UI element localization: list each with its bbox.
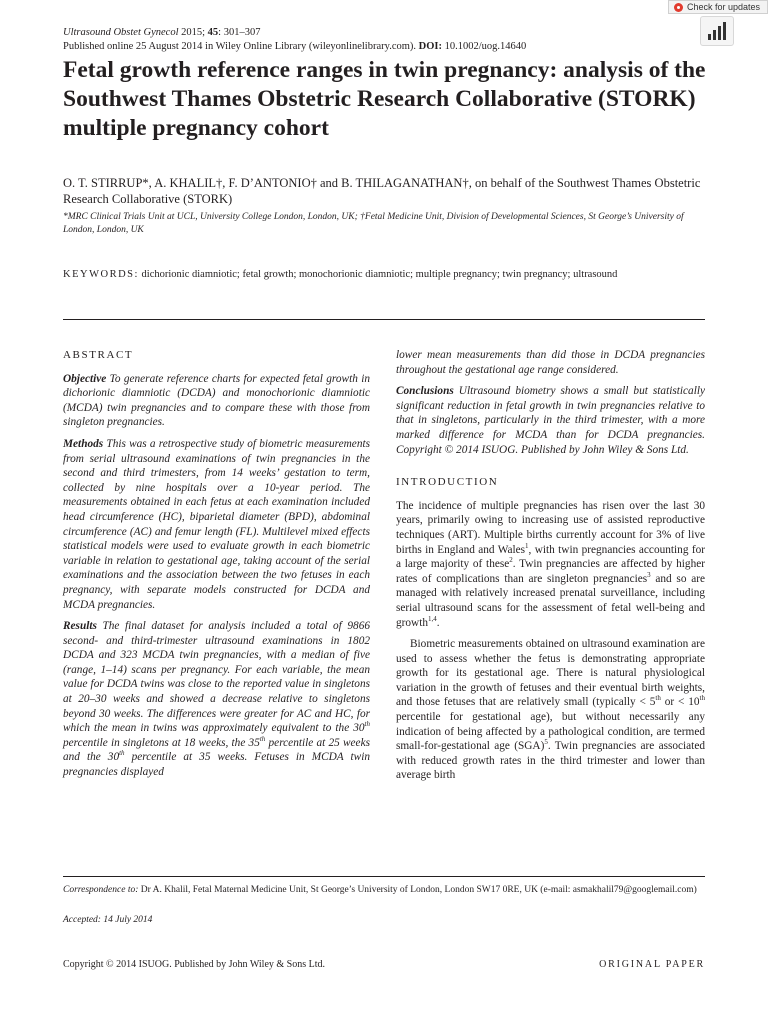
abstract-objective: Objective To generate reference charts for expected fetal growth in dichorionic diamniotic (DCDA) and monochorionic diamniotic (MCDA) twin pregnancies and to compare these with those from singleton pregnancies. bbox=[63, 372, 370, 429]
abstract-methods: Methods This was a retrospective study of biometric measurements from serial ultrasound examinations of twin pregnancies in the second and third trimesters, from 14 weeks’ gestation to term, collected by nine hospitals over a 10-year period. The measurements obtained in each fetus at each examination included head circumference (HC), biparietal diameter (BPD), abdominal circumference (AC) and femur length (FL). Multilevel mixed effects statistical models were used to evaluate growth in each biometric variable in relation to gestational age, taking account of the serial examinations and the association between the two fetuses in each pregnancy, with separate models constructed for DCDA and MCDA pregnancies. bbox=[63, 437, 370, 611]
abstract-heading: ABSTRACT bbox=[63, 349, 134, 361]
doi-link[interactable]: 10.1002/uog.14640 bbox=[442, 41, 527, 52]
abstract-column bbox=[63, 348, 370, 787]
correspondence bbox=[63, 884, 705, 897]
check-for-updates-widget[interactable] bbox=[668, 0, 768, 48]
keywords bbox=[63, 268, 705, 282]
doi-label: DOI: bbox=[418, 41, 442, 52]
citation-ref[interactable]: 3 bbox=[647, 570, 651, 579]
keywords-label: KEYWORDS: bbox=[63, 269, 139, 280]
introduction-heading: INTRODUCTION bbox=[396, 476, 499, 489]
article-type: ORIGINAL PAPER bbox=[599, 959, 705, 970]
citation-line: Ultrasound Obstet Gynecol 2015; 45: 301–307 bbox=[63, 27, 261, 38]
citation-ref[interactable]: 5 bbox=[544, 738, 548, 747]
check-for-updates-label: Check for updates bbox=[687, 2, 761, 12]
copyright-notice: Copyright © 2014 ISUOG. Published by John Wiley & Sons Ltd. bbox=[63, 959, 326, 970]
introduction-paragraph-2: Biometric measurements obtained on ultrasound examination are used to assess whether the fetus is demonstrating appropriate growth for its gestational age. There is natural physiological variation in the growth of fetuses and their eventual birth weights, and those fetuses that are relatively small (typically < 5th or < 10th percentile for gestational age), but without necessarily any indication of being affected by a pathological condition, are termed small-for-gestational age (SGA)$^5$. Twin pregnancies are associated with reduced growth rates in the third trimester and lower than average birth bbox=[396, 638, 705, 782]
citation-ref[interactable]: 2 bbox=[509, 556, 513, 565]
article-title: Fetal growth reference ranges in twin pregnancy: analysis of the Southwest Thames Obstetric Research Collaborative (STORK) multiple pregnancy cohort bbox=[63, 57, 706, 141]
check-for-updates-button[interactable] bbox=[668, 0, 768, 14]
journal-header bbox=[63, 26, 526, 54]
keywords-text: dichorionic diamniotic; fetal growth; monochorionic diamniotic; multiple pregnancy; twin pregnancy; ultrasound bbox=[138, 269, 618, 280]
journal-name: Ultrasound Obstet Gynecol bbox=[63, 27, 179, 38]
footer-divider bbox=[63, 876, 705, 877]
right-column bbox=[396, 348, 705, 790]
abstract-results: Results The final dataset for analysis included a total of 9866 second- and third-trimester ultrasound examinations in 1802 DCDA and 323 MCDA twin pregnancies, with a median of five (range, 1–14) scans per pregnancy. For each variable, the mean value for DCDA twins was close to the reported value in singletons at 20–30 weeks and showed a decrease relative to singletons beyond 30 weeks. The differences were greater for AC and HC, for which the mean in twins was approximately equivalent to the 30th percentile in singletons at 18 weeks, the 35th percentile at 25 weeks and the 30th percentile at 35 weeks. Fetuses in MCDA twin pregnancies displayed bbox=[63, 620, 370, 779]
publication-line: Published online 25 August 2014 in Wiley Online Library (wileyonlinelibrary.com). DOI: 10.1002/uog.14640 bbox=[63, 41, 527, 52]
abstract-results-continued: lower mean measurements than did those in DCDA pregnancies throughout the gestational age range considered. bbox=[396, 349, 705, 376]
citation-ref[interactable]: 1,4 bbox=[428, 614, 437, 623]
introduction-paragraph-1: The incidence of multiple pregnancies has risen over the last 30 years, primarily owing to increasing use of assisted reproductive techniques (ART). Multiple births currently account for 3% of live births in England and Wales$^1$, with twin pregnancies accounting for a large majority of these$^2$. Twin pregnancies are affected by higher rates of complications than are singleton pregnancies$^3$ and so are managed with relatively increased prenatal surveillance, including serial ultrasound scans for the assessment of fetal well-being and growth$^{1,4}$. bbox=[396, 499, 705, 629]
accepted-date: Accepted: 14 July 2014 bbox=[63, 915, 153, 925]
crossmark-icon bbox=[674, 3, 683, 12]
affiliations: *MRC Clinical Trials Unit at UCL, University College London, London, UK; †Fetal Medicine Unit, Division of Developmental Sciences, St George’s University of London, London, UK bbox=[63, 212, 684, 235]
abstract-conclusions: Conclusions Ultrasound biometry shows a small but statistically significant reduction in fetal growth in twin pregnancies relative to that in singletons, particularly in the third trimester, with a more marked difference for MCDA than for DCDA pregnancies. Copyright © 2014 ISUOG. Published by John Wiley & Sons Ltd. bbox=[396, 385, 705, 456]
bar-chart-icon[interactable] bbox=[700, 16, 734, 46]
author-list: O. T. STIRRUP*, A. KHALIL†, F. D’ANTONIO† and B. THILAGANATHAN†, on behalf of the Southwest Thames Obstetric Research Collaborative (STORK) bbox=[63, 176, 701, 206]
citation-ref[interactable]: 1 bbox=[525, 541, 529, 550]
correspondence-label: Correspondence to: bbox=[63, 885, 139, 895]
header-divider bbox=[63, 319, 705, 320]
volume: 45 bbox=[207, 27, 219, 38]
correspondence-text: Dr A. Khalil, Fetal Maternal Medicine Unit, St George’s University of London, London SW17 0RE, UK (e-mail: asmakhalil79@googlemail.com) bbox=[138, 885, 697, 895]
